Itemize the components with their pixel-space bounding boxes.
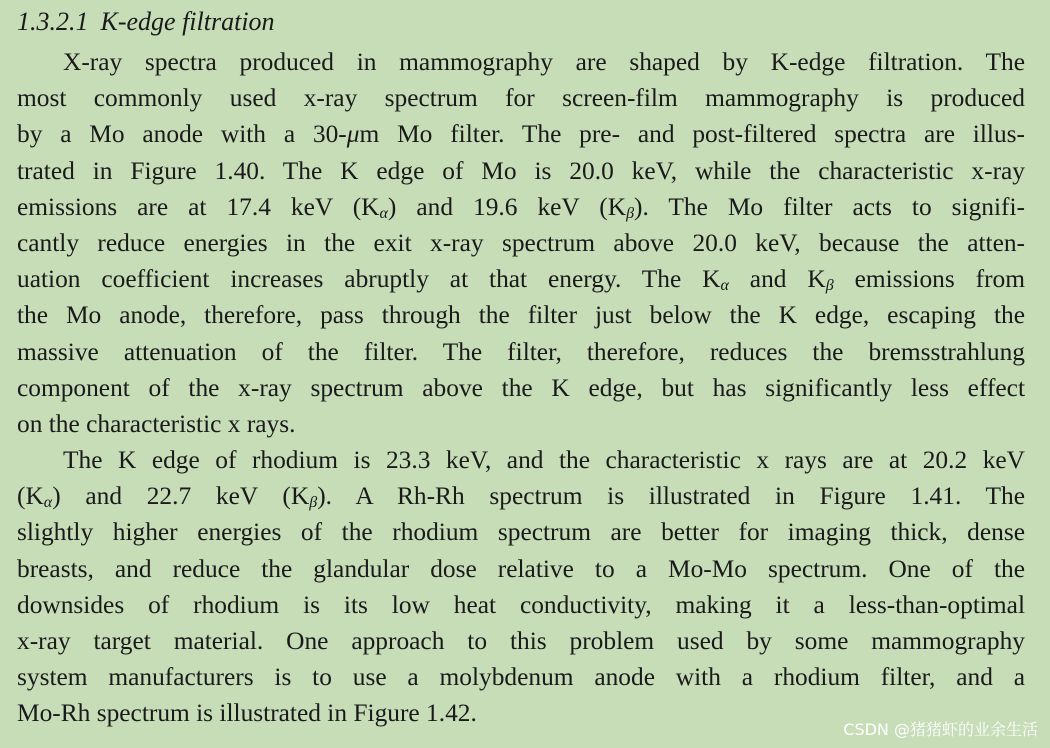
text-line: system manufacturers is to use a molybdenum anode with a rhodium filter, and a <box>17 663 1025 692</box>
text-line: downsides of rhodium is its low heat conductivity, making it a less-than-optimal <box>17 590 1025 619</box>
text-line: Mo-Rh spectrum is illustrated in Figure 1.42. <box>17 699 477 728</box>
mu-symbol: μ <box>346 120 360 149</box>
subscript-beta: β <box>626 204 635 222</box>
document-page <box>17 0 1025 732</box>
text-run: (K <box>17 482 44 511</box>
text-line: breasts, and reduce the glandular dose relative to a Mo-Mo spectrum. One of the <box>17 554 1025 583</box>
text-run: ). The Mo filter acts to signifi- <box>634 192 1025 221</box>
text-run: emissions from <box>833 265 1025 294</box>
text-run: and K <box>728 265 826 294</box>
text-line: slightly higher energies of the rhodium spectrum are better for imaging thick, dense <box>17 518 1025 547</box>
text-run: emissions are at 17.4 keV (K <box>17 192 380 221</box>
text-run: m Mo filter. The pre- and post-filtered spectra are illus- <box>359 120 1025 149</box>
text-line: on the characteristic x rays. <box>17 409 296 438</box>
text-line: component of the x-ray spectrum above the K edge, but has significantly less effect <box>17 373 1025 402</box>
text-line <box>17 261 1025 297</box>
text-line: The K edge of rhodium is 23.3 keV, and the characteristic x rays are at 20.2 keV <box>63 446 1025 475</box>
text-line: X-ray spectra produced in mammography are shaped by K-edge filtration. The <box>63 48 1025 76</box>
csdn-watermark: CSDN @猪猪虾的业余生活 <box>843 720 1038 739</box>
text-line: most commonly used x-ray spectrum for screen-film mammography is produced <box>17 84 1025 113</box>
text-run: ). A Rh-Rh spectrum is illustrated in Figure 1.41. The <box>317 482 1025 511</box>
subscript-beta: β <box>309 494 318 512</box>
section-title: K-edge filtration <box>100 7 275 36</box>
text-run: ) and 19.6 keV (K <box>387 192 627 221</box>
text-line <box>17 116 1025 152</box>
text-run: by a Mo anode with a 30- <box>17 120 347 149</box>
text-line <box>17 478 1025 514</box>
text-line: the Mo anode, therefore, pass through the filter just below the K edge, escaping the <box>17 301 1025 330</box>
text-line: cantly reduce energies in the exit x-ray spectrum above 20.0 keV, because the atten- <box>17 228 1025 257</box>
text-line: trated in Figure 1.40. The K edge of Mo is 20.0 keV, while the characteristic x-ray <box>17 156 1025 185</box>
subscript-beta: β <box>825 277 834 295</box>
paragraph-1 <box>17 44 1025 442</box>
text-line: massive attenuation of the filter. The filter, therefore, reduces the bremsstrahlung <box>17 337 1025 366</box>
section-heading <box>17 0 1025 44</box>
paragraph-2 <box>17 442 1025 732</box>
section-number: 1.3.2.1 <box>17 7 89 36</box>
text-line <box>17 189 1025 225</box>
text-run: ) and 22.7 keV (K <box>52 482 310 511</box>
subscript-alpha: α <box>43 494 53 512</box>
text-line: x-ray target material. One approach to this problem used by some mammography <box>17 627 1025 655</box>
subscript-alpha: α <box>720 277 729 295</box>
text-run: uation coefficient increases abruptly at that energy. The K <box>17 265 721 294</box>
subscript-alpha: α <box>379 204 388 222</box>
